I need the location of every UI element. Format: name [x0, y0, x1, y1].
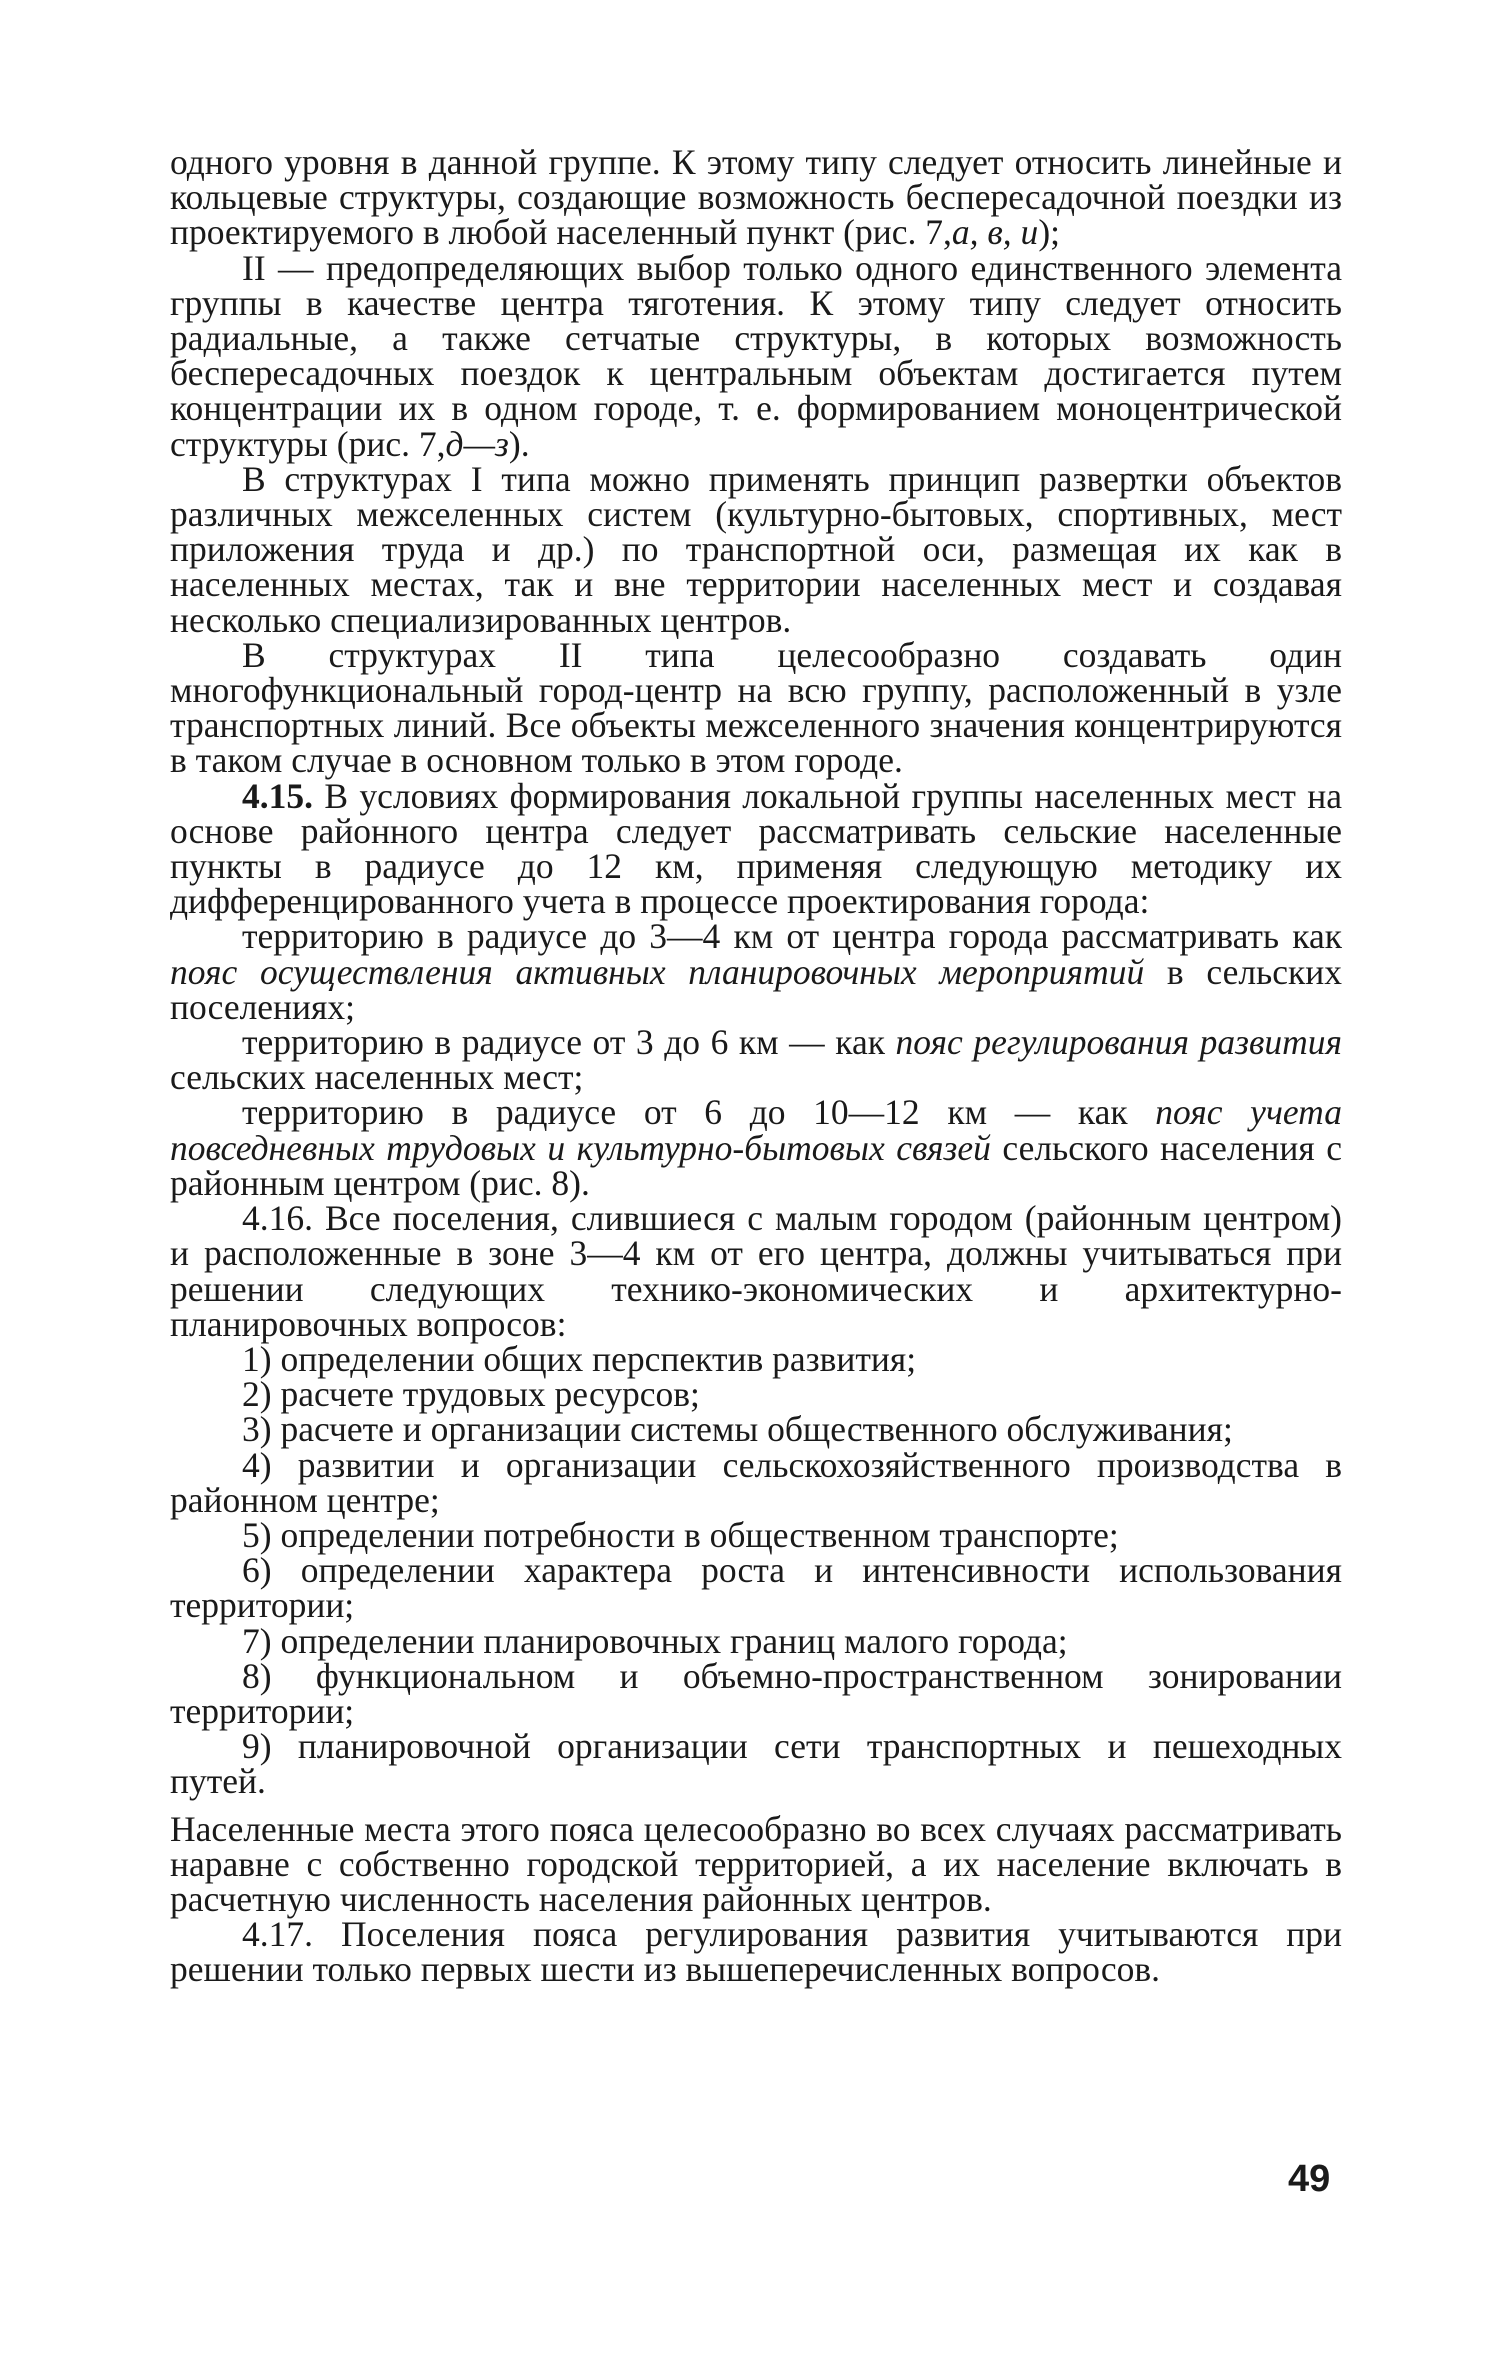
- list-item: 8) функциональном и объемно-пространственном зонировании территории;: [170, 1655, 1342, 1731]
- paragraph-zone-regulation: территорию в радиусе от 3 до 6 км — как пояс регулирования развития сельских населенных мест;: [170, 1022, 1342, 1098]
- list-item: 9) планировочной организации сети транспортных и пешеходных путей.: [170, 1726, 1342, 1802]
- list-item: 4) развитии и организации сельскохозяйственного производства в районном центре;: [170, 1444, 1342, 1520]
- paragraph-zone-daily-links: территорию в радиусе от 6 до 10—12 км — как пояс учета повседневных трудовых и культурно-бытовых связей сельского населения с районным центром (рис. 8).: [170, 1092, 1342, 1203]
- list-item: 6) определении характера роста и интенсивности использования территории;: [170, 1550, 1342, 1626]
- paragraph-zone-settlements: Населенные места этого пояса целесообразно во всех случаях рассматривать наравне с собственно городской территорией, а их население включать в расчетную численность населения районных центров.: [170, 1808, 1342, 1919]
- section-number-4-15: 4.15.: [242, 775, 313, 816]
- paragraph-zone-active-planning: территорию в радиусе до 3—4 км от центра города рассматривать как пояс осуществления активных планировочных мероприятий в сельских поселениях;: [170, 916, 1342, 1027]
- paragraph-4-17: 4.17. Поселения пояса регулирования развития учитываются при решении только первых шести из вышеперечисленных вопросов.: [170, 1914, 1342, 1990]
- page-number: 49: [1288, 2158, 1331, 2200]
- page-body: [170, 142, 1342, 1990]
- paragraph-type-2-structures: В структурах II типа целесообразно создавать один многофункциональный город-центр на всю группу, расположенный в узле транспортных линий. Все объекты межселенного значения концентрируются в таком случае в основном только в этом городе.: [170, 634, 1342, 781]
- list-item: 1) определении общих перспектив развития;: [242, 1338, 917, 1379]
- list-item: 7) определении планировочных границ малого города;: [242, 1620, 1068, 1661]
- paragraph-structures-type-2: II — предопределяющих выбор только одного единственного элемента группы в качестве центра тяготения. К этому типу следует относить радиальные, а также сетчатые структуры, в которых возможность беспересадочных поездок к центральным объектам достигается путем концентрации их в одном городе, т. е. формированием моноцентрической структуры (рис. 7,д—з).: [170, 247, 1342, 464]
- paragraph-structures-type-1: одного уровня в данной группе. К этому типу следует относить линейные и кольцевые структуры, создающие возможность беспересадочной поездки из проектируемого в любой населенный пункт (рис. 7,а, в, и);: [170, 142, 1342, 253]
- list-item: 3) расчете и организации системы общественного обслуживания;: [242, 1409, 1233, 1450]
- paragraph-4-16: 4.16. Все поселения, слившиеся с малым городом (районным центром) и расположенные в зоне 3—4 км от его центра, должны учитываться при решении следующих технико-экономических и архитектурно-планировочных вопросов:: [170, 1198, 1342, 1344]
- list-item: 2) расчете трудовых ресурсов;: [242, 1374, 700, 1415]
- paragraph-type-1-structures: В структурах I типа можно применять принцип развертки объектов различных межселенных систем (культурно-бытовых, спортивных, мест приложения труда и др.) по транспортной оси, размещая их как в населенных местах, так и вне территории населенных мест и создавая несколько специализированных центров.: [170, 458, 1342, 640]
- list-item: 5) определении потребности в общественном транспорте;: [242, 1514, 1119, 1555]
- paragraph-4-15: 4.15. В условиях формирования локальной группы населенных мест на основе районного центра следует рассматривать сельские населенные пункты в радиусе до 12 км, применяя следующую методику их дифференцированного учета в процессе проектирования города:: [170, 775, 1342, 922]
